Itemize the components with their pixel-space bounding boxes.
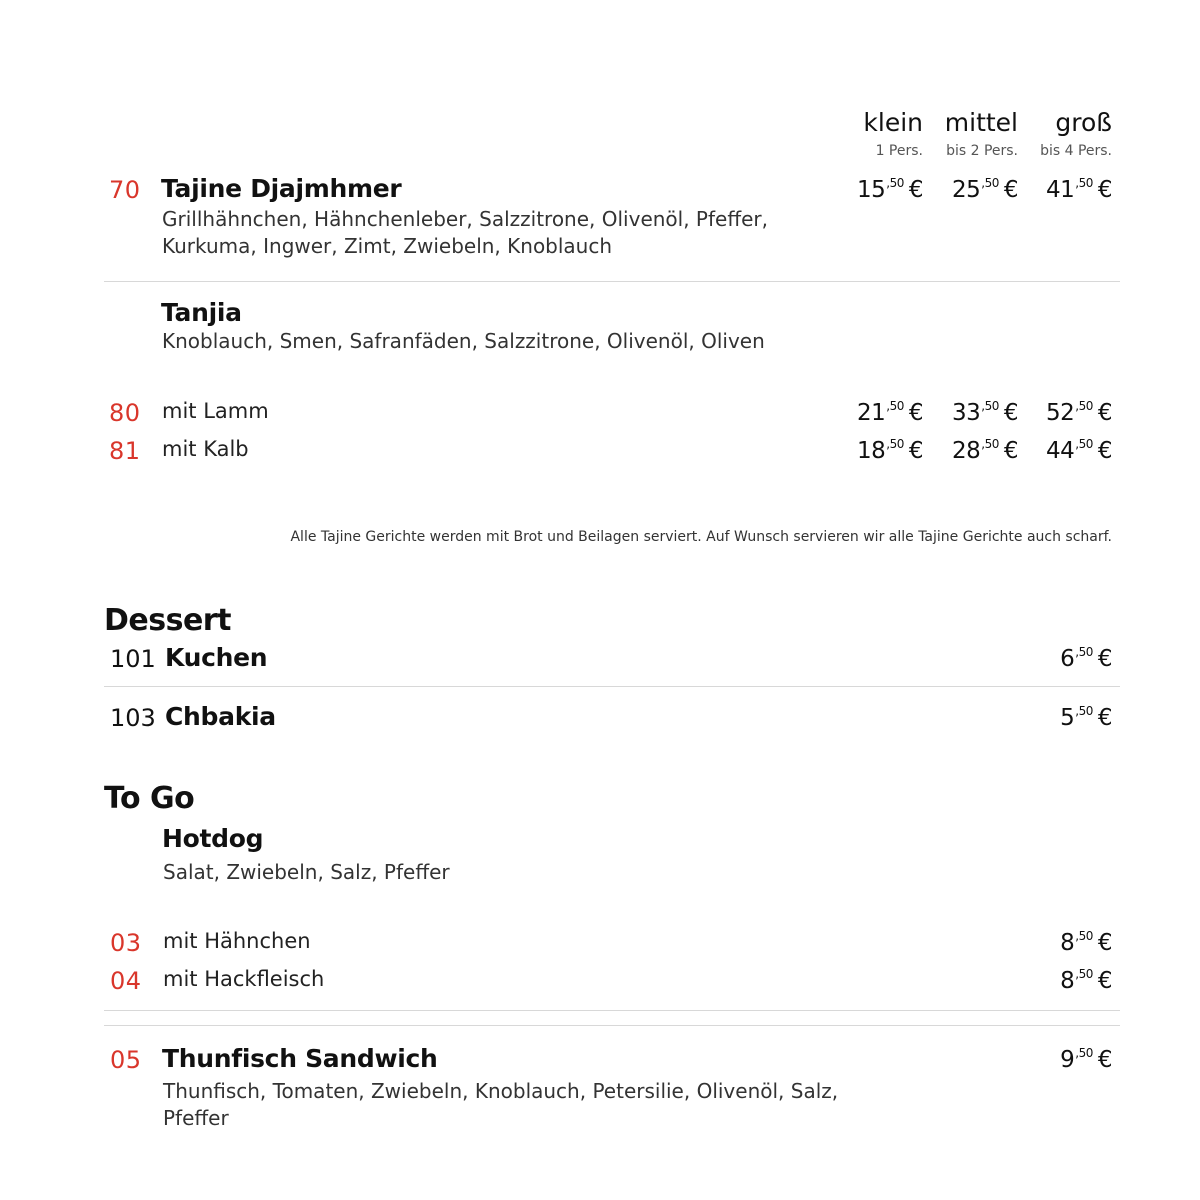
variant-number: 03 [110,929,142,957]
price-klein: $21^{,50}$ € [856,399,923,426]
price-klein: $18^{,50}$ € [856,437,923,464]
variant-number: 04 [110,967,142,995]
variant-label: mit Kalb [162,437,249,461]
price-gross: $52^{,50}$ € [1045,399,1112,426]
price-mittel: $28^{,50}$ € [951,437,1018,464]
price-gross: $44^{,50}$ € [1045,437,1112,464]
tajine-footnote: Alle Tajine Gerichte werden mit Brot und Beilagen serviert. Auf Wunsch servieren wir alle Tajine Gerichte auch scharf. [290,529,1112,545]
item-number: 103 [110,704,156,732]
column-subheader-mittel: bis 2 Pers. [946,143,1018,159]
item-price: $8^{,50}$ € [1060,967,1112,994]
item-title: Tanjia [161,298,242,327]
column-header-klein: klein [863,108,923,137]
item-title: Kuchen [165,643,268,672]
item-price: $6^{,50}$ € [1060,645,1112,672]
divider [104,1025,1120,1026]
section-heading-to-go: To Go [104,781,195,816]
variant-label: mit Lamm [162,399,269,423]
item-price: $5^{,50}$ € [1060,704,1112,731]
item-price: $9^{,50}$ € [1060,1046,1112,1073]
divider [104,686,1120,687]
item-number: 05 [110,1046,142,1074]
price-mittel: $25^{,50}$ € [951,176,1018,203]
divider [104,1010,1120,1011]
divider [104,281,1120,282]
column-subheader-klein: 1 Pers. [875,143,923,159]
column-header-mittel: mittel [944,108,1018,137]
variant-number: 80 [109,399,141,427]
variant-label: mit Hähnchen [163,929,311,953]
item-title: Chbakia [165,702,276,731]
item-description: Thunfisch, Tomaten, Zwiebeln, Knoblauch, Petersilie, Olivenöl, Salz, Pfeffer [163,1079,839,1130]
price-klein: $15^{,50}$ € [856,176,923,203]
item-title: Thunfisch Sandwich [162,1044,438,1073]
variant-number: 81 [109,437,141,465]
item-price: $8^{,50}$ € [1060,929,1112,956]
column-subheader-gross: bis 4 Pers. [1040,143,1112,159]
item-title: Hotdog [162,824,264,853]
section-heading-dessert: Dessert [104,603,231,638]
price-mittel: $33^{,50}$ € [951,399,1018,426]
column-header-gross: groß [1055,108,1112,137]
item-number: 70 [109,176,141,204]
item-description: Knoblauch, Smen, Safranfäden, Salzzitrone, Olivenöl, Oliven [162,329,765,353]
item-description: Grillhähnchen, Hähnchenleber, Salzzitrone, Olivenöl, Pfeffer, Kurkuma, Ingwer, Zimt, Zwiebeln, Knoblauch [162,207,769,258]
item-title: Tajine Djajmhmer [161,174,402,203]
variant-label: mit Hackfleisch [163,967,325,991]
item-description: Salat, Zwiebeln, Salz, Pfeffer [163,860,450,884]
item-number: 101 [110,645,156,673]
price-gross: $41^{,50}$ € [1045,176,1112,203]
